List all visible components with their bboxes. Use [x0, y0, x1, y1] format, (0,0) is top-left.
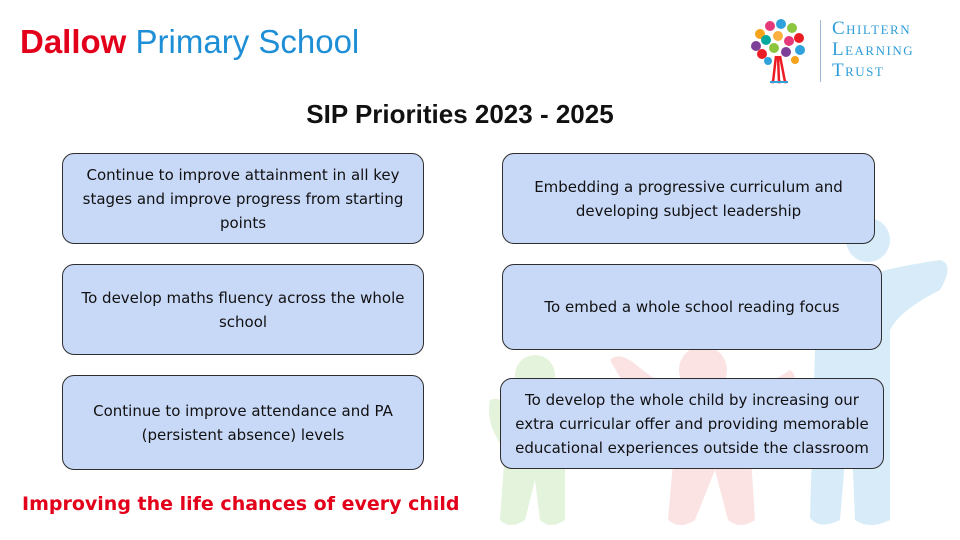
priority-box-3 [62, 264, 424, 355]
trust-logo-line2: Learning [832, 39, 915, 60]
priority-box-5 [62, 375, 424, 470]
school-name-bold: Dallow [20, 23, 127, 60]
priority-text-5: Continue to improve attendance and PA (persistent absence) levels [93, 401, 393, 444]
page-title: SIP Priorities 2023 - 2025 [306, 99, 614, 129]
priority-box-1 [62, 153, 424, 244]
priority-text-3: To develop maths fluency across the whole school [81, 288, 405, 331]
priority-box-2 [502, 153, 875, 244]
priority-box-6 [500, 378, 884, 469]
priority-text-4: To embed a whole school reading focus [544, 298, 840, 316]
priority-text-1: Continue to improve attainment in all key stages and improve progress from starting points [82, 165, 404, 232]
school-name-rest: Primary School [135, 23, 360, 60]
trust-logo-line1: Chiltern [832, 18, 912, 39]
tree-icon [748, 16, 808, 84]
logo-divider [820, 20, 821, 82]
school-name [20, 22, 359, 62]
priority-text-2: Embedding a progressive curriculum and developing subject leadership [534, 177, 843, 220]
priority-text-6: To develop the whole child by increasing our extra curricular offer and providing memorable educational experiences outside the classroom [515, 390, 869, 457]
priority-box-4 [502, 264, 882, 350]
trust-logo-text [832, 18, 914, 81]
children-figures-watermark [470, 200, 960, 540]
tagline: Improving the life chances of every child [22, 493, 460, 515]
trust-logo-line3: Trust [832, 60, 885, 81]
